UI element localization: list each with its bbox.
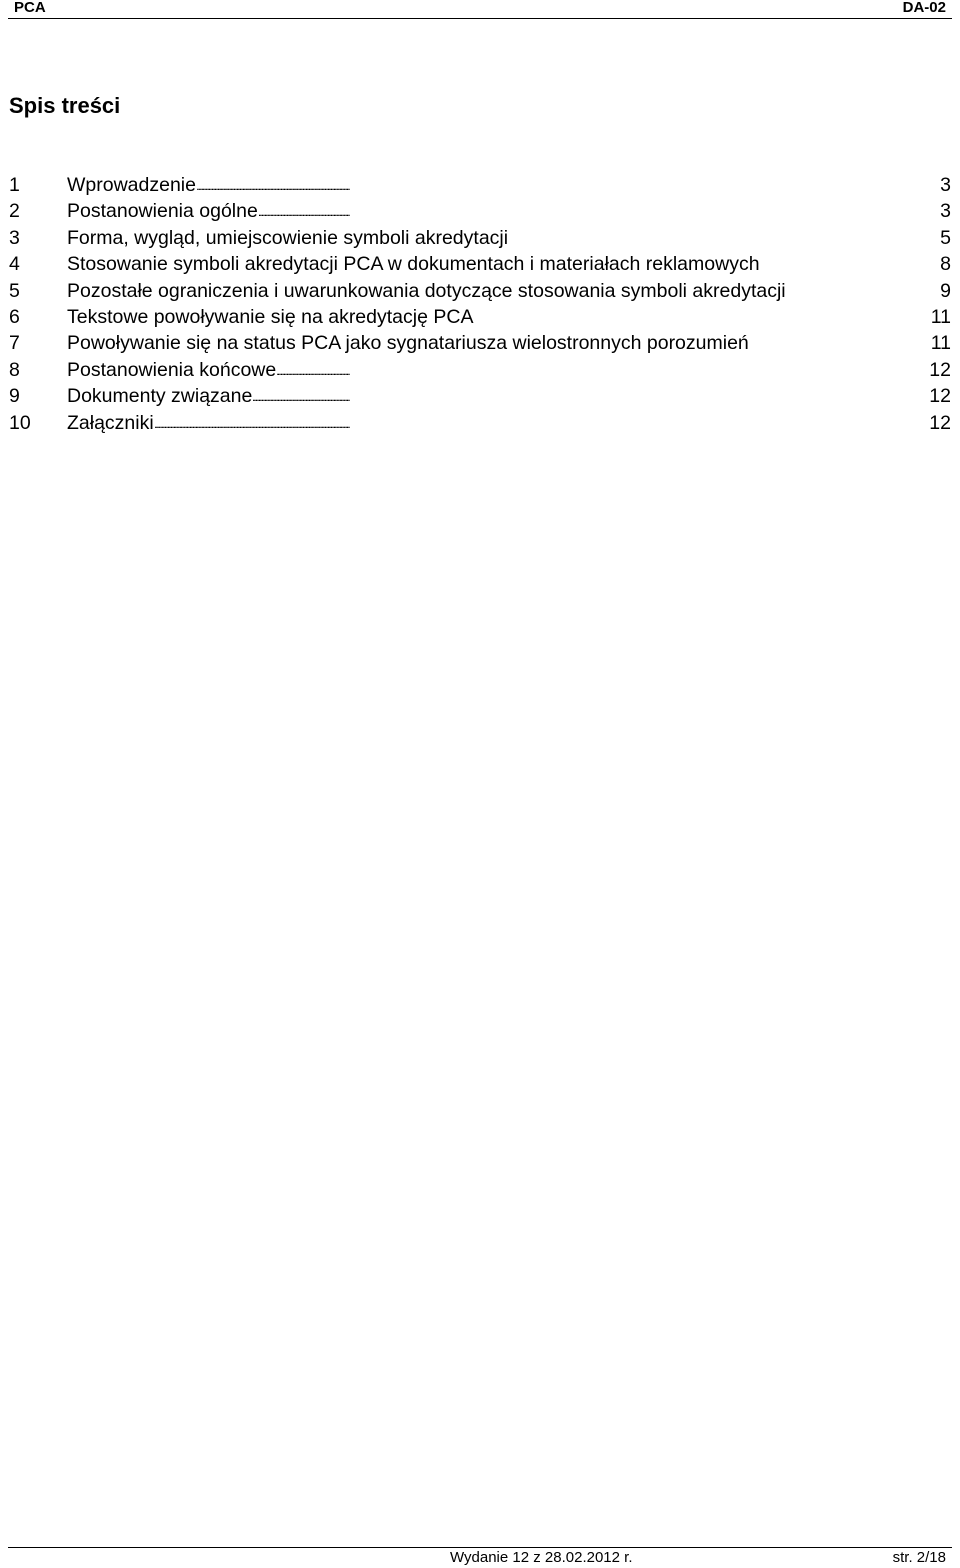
page-footer xyxy=(8,1547,952,1568)
toc-entry[interactable] xyxy=(9,198,951,224)
header-organization: PCA xyxy=(14,0,46,16)
toc-entry-page: 5 xyxy=(938,225,951,251)
toc-entry-title: Dokumenty związane xyxy=(67,385,253,408)
toc-entry[interactable] xyxy=(9,172,951,198)
toc-entry-page: 3 xyxy=(938,172,951,198)
toc-entry[interactable] xyxy=(9,225,951,251)
toc-entry-number: 5 xyxy=(9,278,67,304)
toc-entry[interactable] xyxy=(9,251,951,277)
toc-entry-number: 7 xyxy=(9,330,67,356)
toc-entry-title: Wprowadzenie xyxy=(67,174,196,196)
toc-entry-body xyxy=(67,330,951,356)
toc-entry-number: 6 xyxy=(9,304,67,330)
toc-entry-page: 12 xyxy=(927,383,951,409)
toc-entry-body xyxy=(67,383,951,409)
toc-entry[interactable] xyxy=(9,357,951,383)
toc-entry[interactable] xyxy=(9,278,951,304)
toc-entry-page: 3 xyxy=(938,198,951,224)
toc-entry[interactable] xyxy=(9,330,951,356)
toc-entry-body xyxy=(67,278,951,304)
toc-entry-title: Załączniki xyxy=(67,411,154,434)
toc-entry-body xyxy=(67,304,951,330)
toc-entry-page: 8 xyxy=(938,251,951,277)
toc-entry-body xyxy=(67,172,951,198)
toc-entry-page: 12 xyxy=(927,410,951,436)
toc-entry-title: Pozostałe ograniczenia i uwarunkowania dotyczące stosowania symboli akredytacji xyxy=(67,279,786,302)
toc-entry-title: Stosowanie symboli akredytacji PCA w dokumentach i materiałach reklamowych xyxy=(67,253,760,276)
toc-entry-page: 11 xyxy=(929,304,951,330)
page-header xyxy=(8,0,952,19)
toc-entry-number: 10 xyxy=(9,410,67,436)
footer-edition: Wydanie 12 z 28.02.2012 r. xyxy=(450,1549,633,1566)
toc-entry-body xyxy=(67,225,951,251)
toc-entry-number: 8 xyxy=(9,357,67,383)
header-document-code: DA-02 xyxy=(902,0,946,16)
toc-entry-number: 2 xyxy=(9,198,67,224)
table-of-contents xyxy=(9,172,951,436)
toc-entry-title: Postanowienia końcowe xyxy=(67,358,277,381)
toc-entry[interactable] xyxy=(9,383,951,409)
toc-entry-number: 1 xyxy=(9,172,67,198)
footer-page-number: str. 2/18 xyxy=(892,1549,946,1566)
toc-entry[interactable] xyxy=(9,304,951,330)
toc-entry-page: 11 xyxy=(929,330,951,356)
toc-entry-title: Postanowienia ogólne xyxy=(67,200,258,223)
toc-entry-body xyxy=(67,198,951,224)
toc-entry-number: 3 xyxy=(9,225,67,251)
toc-entry-number: 4 xyxy=(9,251,67,277)
toc-entry-title: Tekstowe powoływanie się na akredytację PCA xyxy=(67,305,474,328)
toc-entry-body xyxy=(67,251,951,277)
toc-entry-page: 12 xyxy=(927,357,951,383)
toc-entry-title: Powoływanie się na status PCA jako sygnatariusza wielostronnych porozumień xyxy=(67,332,749,355)
toc-entry-body xyxy=(67,357,951,383)
toc-entry-title: Forma, wygląd, umiejscowienie symboli akredytacji xyxy=(67,226,509,249)
toc-title: Spis treści xyxy=(9,93,121,118)
toc-entry-number: 9 xyxy=(9,383,67,409)
toc-entry[interactable] xyxy=(9,410,951,436)
toc-entry-body xyxy=(67,410,951,436)
toc-entry-page: 9 xyxy=(938,278,951,304)
